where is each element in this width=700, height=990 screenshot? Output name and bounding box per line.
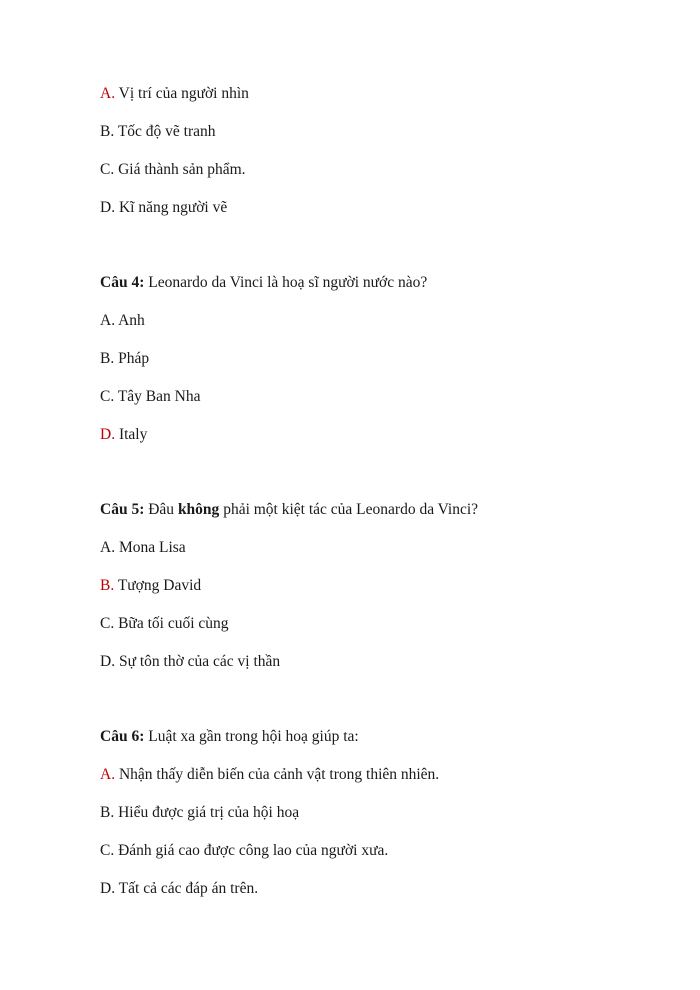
option-letter: C. bbox=[100, 842, 115, 859]
q4-question bbox=[100, 273, 427, 293]
question-label: Câu 6: bbox=[100, 728, 145, 745]
q3-option-c bbox=[100, 160, 246, 180]
q5-option-b bbox=[100, 576, 201, 596]
question-text-emphasis: không bbox=[177, 501, 220, 518]
option-letter: D. bbox=[100, 653, 116, 670]
question-label: Câu 5: bbox=[100, 501, 145, 518]
q6-option-c bbox=[100, 841, 388, 861]
question-label: Câu 4: bbox=[100, 274, 145, 291]
option-letter: D. bbox=[100, 199, 116, 216]
option-text: Tượng David bbox=[114, 577, 202, 594]
option-text: Đánh giá cao được công lao của người xưa. bbox=[114, 842, 389, 859]
q4-option-c bbox=[100, 387, 200, 407]
option-text: Sự tôn thờ của các vị thần bbox=[115, 653, 281, 670]
q6-question bbox=[100, 727, 359, 747]
q5-question bbox=[100, 500, 478, 520]
option-text: Hiểu được giá trị của hội hoạ bbox=[114, 804, 300, 821]
option-text: Bữa tối cuối cùng bbox=[114, 615, 229, 632]
q4-option-b bbox=[100, 349, 149, 369]
option-text: Anh bbox=[115, 312, 145, 329]
q4-option-d bbox=[100, 425, 147, 445]
q3-option-a bbox=[100, 84, 249, 104]
question-text: Luật xa gần trong hội hoạ giúp ta: bbox=[144, 728, 359, 745]
option-letter: B. bbox=[100, 123, 115, 140]
question-text-before: Đâu bbox=[144, 501, 178, 518]
q6-option-b bbox=[100, 803, 299, 823]
option-text: Tây Ban Nha bbox=[114, 388, 201, 405]
option-text: Tốc độ vẽ tranh bbox=[114, 123, 216, 140]
option-text: Mona Lisa bbox=[115, 539, 186, 556]
q6-option-a bbox=[100, 765, 439, 785]
option-letter: D. bbox=[100, 426, 116, 443]
option-text: Tất cả các đáp án trên. bbox=[115, 880, 259, 897]
option-letter: B. bbox=[100, 577, 115, 594]
option-text: Giá thành sản phẩm. bbox=[114, 161, 246, 178]
question-text-after: phải một kiệt tác của Leonardo da Vinci? bbox=[219, 501, 479, 518]
option-text: Vị trí của người nhìn bbox=[115, 85, 249, 102]
q5-option-c bbox=[100, 614, 229, 634]
option-text: Pháp bbox=[114, 350, 150, 367]
option-letter: C. bbox=[100, 161, 115, 178]
option-text: Nhận thấy diễn biến của cảnh vật trong thiên nhiên. bbox=[115, 766, 440, 783]
q4-option-a bbox=[100, 311, 145, 331]
option-letter: A. bbox=[100, 312, 116, 329]
option-text: Italy bbox=[115, 426, 148, 443]
option-text: Kĩ năng người vẽ bbox=[115, 199, 228, 216]
q3-option-b bbox=[100, 122, 216, 142]
option-letter: A. bbox=[100, 85, 116, 102]
option-letter: C. bbox=[100, 388, 115, 405]
question-text: Leonardo da Vinci là hoạ sĩ người nước nào? bbox=[144, 274, 428, 291]
option-letter: A. bbox=[100, 766, 116, 783]
option-letter: B. bbox=[100, 804, 115, 821]
q5-option-a bbox=[100, 538, 186, 558]
q3-option-d bbox=[100, 198, 227, 218]
q5-option-d bbox=[100, 652, 280, 672]
option-letter: A. bbox=[100, 539, 116, 556]
option-letter: C. bbox=[100, 615, 115, 632]
q6-option-d bbox=[100, 879, 258, 899]
option-letter: B. bbox=[100, 350, 115, 367]
option-letter: D. bbox=[100, 880, 116, 897]
